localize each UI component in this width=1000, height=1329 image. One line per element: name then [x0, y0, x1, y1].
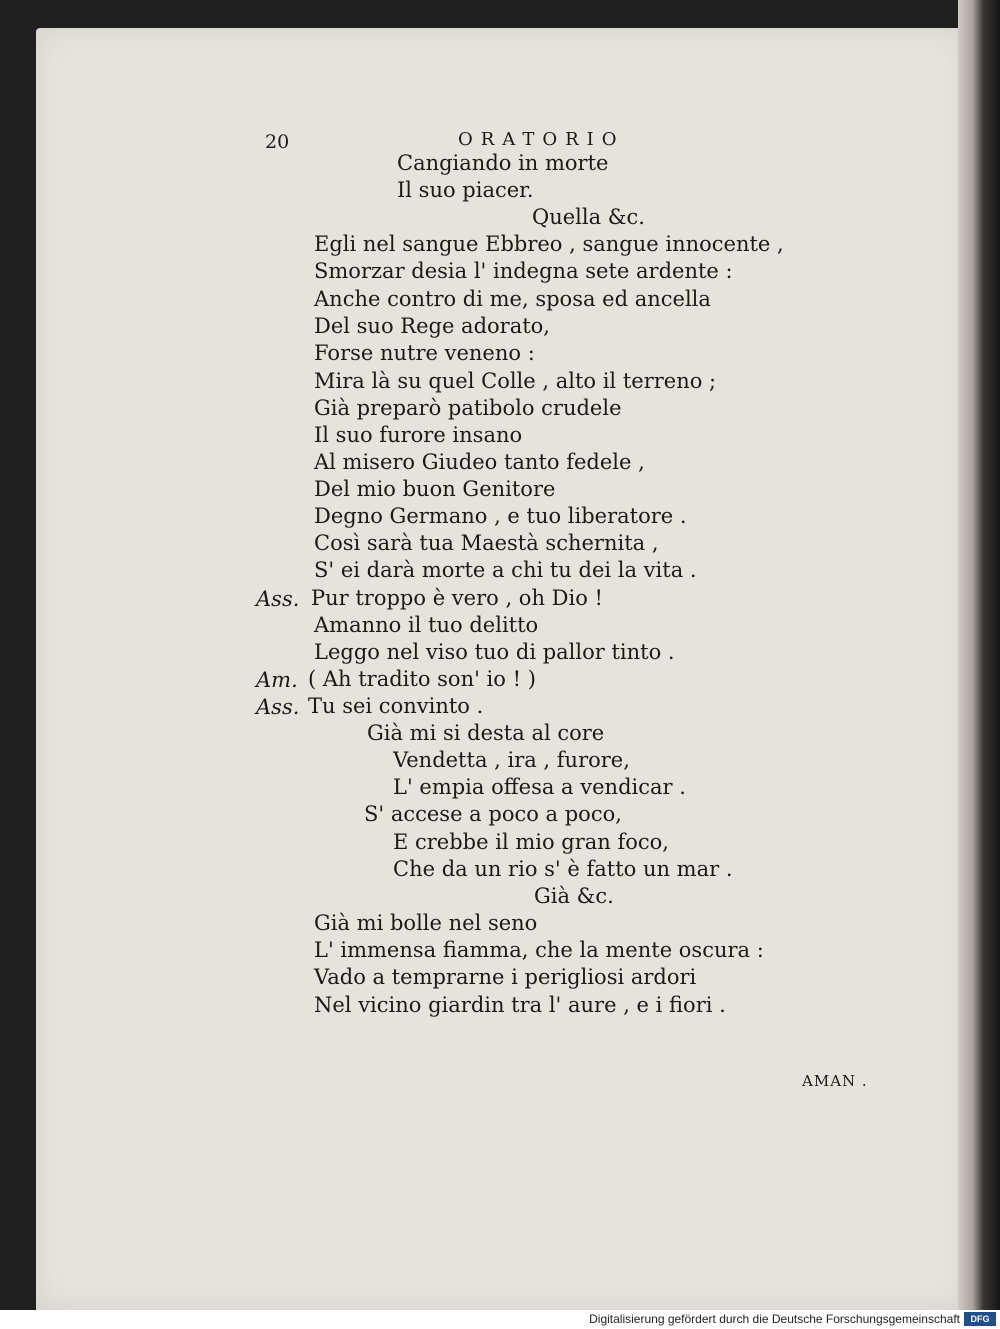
text-line: Già preparò patibolo crudele: [314, 396, 622, 420]
text-line: Vado a temprarne i perigliosi ardori: [314, 965, 697, 989]
text-line: Nel vicino giardin tra l' aure , e i fiori .: [314, 993, 726, 1017]
text-line: Tu sei convinto .: [308, 694, 484, 718]
catchword: AMAN .: [802, 1072, 868, 1090]
text-line: Già &c.: [534, 884, 614, 908]
text-line: Amanno il tuo delitto: [314, 613, 539, 637]
text-line: Al misero Giudeo tanto fedele ,: [314, 450, 645, 474]
text-line: L' immensa fiamma, che la mente oscura :: [314, 938, 764, 962]
text-line: L' empia offesa a vendicar .: [393, 775, 686, 799]
speaker-label: Am.: [256, 668, 298, 692]
text-line: Forse nutre veneno :: [314, 341, 535, 365]
text-line: S' ei darà morte a chi tu dei la vita .: [314, 558, 697, 582]
running-title: ORATORIO: [458, 129, 625, 150]
text-line: Cangiando in morte: [397, 151, 609, 175]
text-line: S' accese a poco a poco,: [364, 802, 622, 826]
text-line: Che da un rio s' è fatto un mar .: [393, 857, 733, 881]
text-line: Il suo furore insano: [314, 423, 523, 447]
funding-footer: [0, 1310, 1000, 1329]
text-line: Anche contro di me, sposa ed ancella: [314, 287, 711, 311]
text-line: Pur troppo è vero , oh Dio !: [311, 586, 603, 610]
text-line: Così sarà tua Maestà schernita ,: [314, 531, 659, 555]
text-line: Mira là su quel Colle , alto il terreno ;: [314, 369, 717, 393]
book-gutter: [958, 0, 1000, 1310]
text-line: Il suo piacer.: [397, 178, 534, 202]
text-line: Del mio buon Genitore: [314, 477, 556, 501]
speaker-label: Ass.: [256, 695, 300, 719]
text-line: Degno Germano , e tuo liberatore .: [314, 504, 687, 528]
text-line: Vendetta , ira , furore,: [393, 748, 630, 772]
page-number: 20: [265, 131, 290, 153]
text-line: ( Ah tradito son' io ! ): [308, 667, 536, 691]
footer-text: Digitalisierung gefördert durch die Deutsche Forschungsgemeinschaft: [589, 1312, 960, 1326]
text-line: Leggo nel viso tuo di pallor tinto .: [314, 640, 675, 664]
text-line: Egli nel sangue Ebbreo , sangue innocente ,: [314, 232, 784, 256]
dfg-logo-icon: DFG: [964, 1312, 996, 1326]
text-line: Del suo Rege adorato,: [314, 314, 550, 338]
text-line: E crebbe il mio gran foco,: [393, 830, 669, 854]
text-line: Quella &c.: [532, 205, 645, 229]
text-line: Smorzar desia l' indegna sete ardente :: [314, 259, 733, 283]
text-line: Già mi si desta al core: [367, 721, 605, 745]
speaker-label: Ass.: [256, 587, 300, 611]
text-line: Già mi bolle nel seno: [314, 911, 538, 935]
